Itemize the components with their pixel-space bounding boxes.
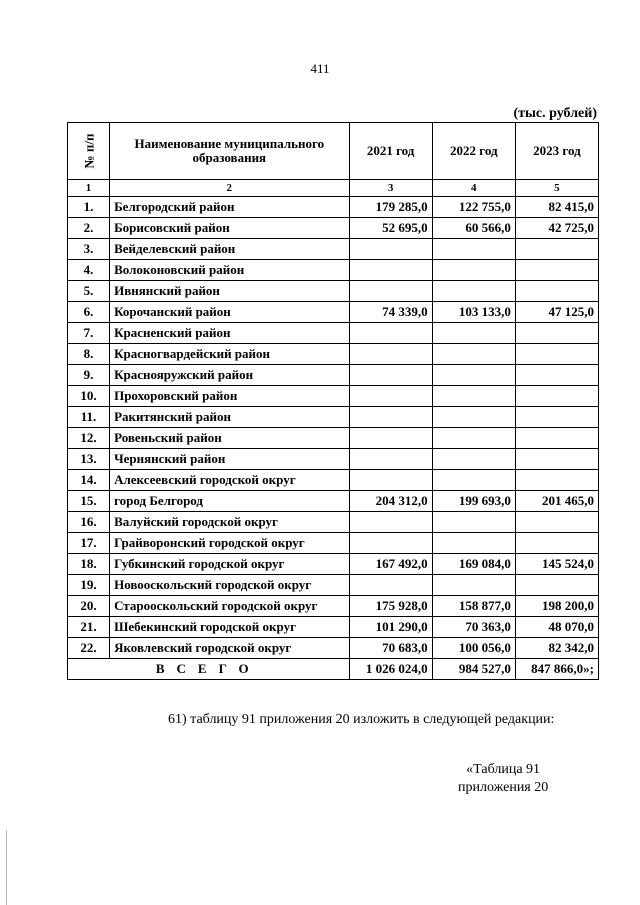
table-row [68, 197, 599, 218]
municipality-name: Краснояружский район [110, 365, 349, 386]
value-2021: 179 285,0 [349, 197, 432, 218]
table-row [68, 323, 599, 344]
row-number: 3. [68, 239, 110, 260]
value-2022: 199 693,0 [432, 491, 515, 512]
municipality-name: Старооскольский городской округ [110, 596, 349, 617]
municipality-name: Губкинский городской округ [110, 554, 349, 575]
table-row [68, 281, 599, 302]
table-row [68, 575, 599, 596]
municipality-name: Борисовский район [110, 218, 349, 239]
table-row [68, 449, 599, 470]
value-2022 [432, 239, 515, 260]
value-2023 [515, 533, 598, 554]
value-2021: 101 290,0 [349, 617, 432, 638]
table-caption [458, 761, 548, 797]
row-number: 15. [68, 491, 110, 512]
value-2021 [349, 323, 432, 344]
row-number: 20. [68, 596, 110, 617]
value-2022: 70 363,0 [432, 617, 515, 638]
value-2021 [349, 386, 432, 407]
row-number: 10. [68, 386, 110, 407]
table-row [68, 617, 599, 638]
value-2023 [515, 386, 598, 407]
value-2023: 48 070,0 [515, 617, 598, 638]
municipality-name: Новооскольский городской округ [110, 575, 349, 596]
row-number: 7. [68, 323, 110, 344]
table-row [68, 218, 599, 239]
value-2023: 82 415,0 [515, 197, 598, 218]
total-row [68, 659, 599, 680]
value-2022 [432, 428, 515, 449]
value-2023 [515, 281, 598, 302]
value-2023: 82 342,0 [515, 638, 598, 659]
table-row [68, 596, 599, 617]
index-cell: 2 [110, 180, 349, 197]
value-2022 [432, 533, 515, 554]
municipality-name: Алексеевский городской округ [110, 470, 349, 491]
row-number: 11. [68, 407, 110, 428]
municipality-name: Ракитянский район [110, 407, 349, 428]
municipality-name: Ивнянский район [110, 281, 349, 302]
value-2022 [432, 323, 515, 344]
value-2021: 52 695,0 [349, 218, 432, 239]
municipality-name: Яковлевский городской округ [110, 638, 349, 659]
value-2023 [515, 407, 598, 428]
index-cell: 5 [515, 180, 598, 197]
value-2021 [349, 407, 432, 428]
value-2022 [432, 281, 515, 302]
row-number: 9. [68, 365, 110, 386]
value-2023 [515, 239, 598, 260]
table-row [68, 365, 599, 386]
scan-margin-line [6, 830, 7, 905]
value-2021 [349, 512, 432, 533]
header-num: № п/п [68, 123, 110, 180]
value-2022 [432, 407, 515, 428]
caption-line-2: приложения 20 [458, 780, 549, 795]
row-number: 13. [68, 449, 110, 470]
value-2021 [349, 449, 432, 470]
municipality-name: Белгородский район [110, 197, 349, 218]
units-label: (тыс. рублей) [513, 106, 597, 121]
header-name: Наименование муниципального образования [110, 123, 349, 180]
value-2022 [432, 260, 515, 281]
table-row [68, 260, 599, 281]
row-number: 16. [68, 512, 110, 533]
municipality-name: Валуйский городской округ [110, 512, 349, 533]
value-2023: 42 725,0 [515, 218, 598, 239]
value-2023: 47 125,0 [515, 302, 598, 323]
total-label: ВСЕГО [68, 659, 350, 680]
table-row [68, 302, 599, 323]
value-2021: 175 928,0 [349, 596, 432, 617]
value-2022 [432, 365, 515, 386]
row-number: 17. [68, 533, 110, 554]
value-2023 [515, 428, 598, 449]
value-2021 [349, 533, 432, 554]
value-2022: 100 056,0 [432, 638, 515, 659]
header-2021: 2021 год [349, 123, 432, 180]
row-number: 1. [68, 197, 110, 218]
row-number: 19. [68, 575, 110, 596]
header-2023: 2023 год [515, 123, 598, 180]
value-2022 [432, 344, 515, 365]
value-2022 [432, 470, 515, 491]
row-number: 8. [68, 344, 110, 365]
municipality-name: Грайворонский городской округ [110, 533, 349, 554]
row-number: 4. [68, 260, 110, 281]
table-row [68, 239, 599, 260]
row-number: 12. [68, 428, 110, 449]
value-2022 [432, 575, 515, 596]
row-number: 18. [68, 554, 110, 575]
row-number: 22. [68, 638, 110, 659]
header-2022: 2022 год [432, 123, 515, 180]
value-2021 [349, 260, 432, 281]
value-2021: 74 339,0 [349, 302, 432, 323]
value-2021 [349, 239, 432, 260]
table-row [68, 638, 599, 659]
value-2022: 60 566,0 [432, 218, 515, 239]
municipality-name: Чернянский район [110, 449, 349, 470]
table-row [68, 554, 599, 575]
municipality-name: Ровеньский район [110, 428, 349, 449]
value-2023: 198 200,0 [515, 596, 598, 617]
value-2022: 122 755,0 [432, 197, 515, 218]
table-row [68, 491, 599, 512]
municipality-name: город Белгород [110, 491, 349, 512]
table-row [68, 533, 599, 554]
value-2021 [349, 365, 432, 386]
value-2023 [515, 365, 598, 386]
municipality-name: Красненский район [110, 323, 349, 344]
value-2023: 201 465,0 [515, 491, 598, 512]
total-2023: 847 866,0»; [515, 659, 598, 680]
municipality-name: Волоконовский район [110, 260, 349, 281]
row-number: 2. [68, 218, 110, 239]
value-2021: 204 312,0 [349, 491, 432, 512]
row-number: 21. [68, 617, 110, 638]
index-cell: 4 [432, 180, 515, 197]
value-2022: 103 133,0 [432, 302, 515, 323]
value-2023 [515, 323, 598, 344]
value-2021 [349, 344, 432, 365]
amendment-paragraph: 61) таблицу 91 приложения 20 изложить в следующей редакции: [168, 712, 555, 727]
row-number: 6. [68, 302, 110, 323]
caption-line-1: «Таблица 91 [466, 762, 541, 777]
table-row [68, 407, 599, 428]
header-row [68, 123, 599, 180]
value-2023: 145 524,0 [515, 554, 598, 575]
municipality-name: Красногвардейский район [110, 344, 349, 365]
value-2023 [515, 260, 598, 281]
index-cell: 3 [349, 180, 432, 197]
total-2022: 984 527,0 [432, 659, 515, 680]
row-number: 5. [68, 281, 110, 302]
value-2022 [432, 512, 515, 533]
value-2023 [515, 512, 598, 533]
value-2022 [432, 449, 515, 470]
municipality-name: Прохоровский район [110, 386, 349, 407]
total-2021: 1 026 024,0 [349, 659, 432, 680]
row-number: 14. [68, 470, 110, 491]
value-2022: 158 877,0 [432, 596, 515, 617]
table-row [68, 512, 599, 533]
value-2023 [515, 344, 598, 365]
municipality-name: Вейделевский район [110, 239, 349, 260]
value-2021 [349, 281, 432, 302]
value-2021: 70 683,0 [349, 638, 432, 659]
index-row [68, 180, 599, 197]
table-row [68, 386, 599, 407]
value-2023 [515, 470, 598, 491]
value-2021: 167 492,0 [349, 554, 432, 575]
municipality-name: Шебекинский городской округ [110, 617, 349, 638]
value-2021 [349, 428, 432, 449]
value-2023 [515, 449, 598, 470]
value-2021 [349, 575, 432, 596]
value-2023 [515, 575, 598, 596]
value-2022 [432, 386, 515, 407]
municipality-name: Корочанский район [110, 302, 349, 323]
table-row [68, 470, 599, 491]
table-row [68, 428, 599, 449]
budget-table [67, 122, 599, 680]
value-2021 [349, 470, 432, 491]
page-number: 411 [310, 61, 330, 76]
value-2022: 169 084,0 [432, 554, 515, 575]
index-cell: 1 [68, 180, 110, 197]
table-row [68, 344, 599, 365]
